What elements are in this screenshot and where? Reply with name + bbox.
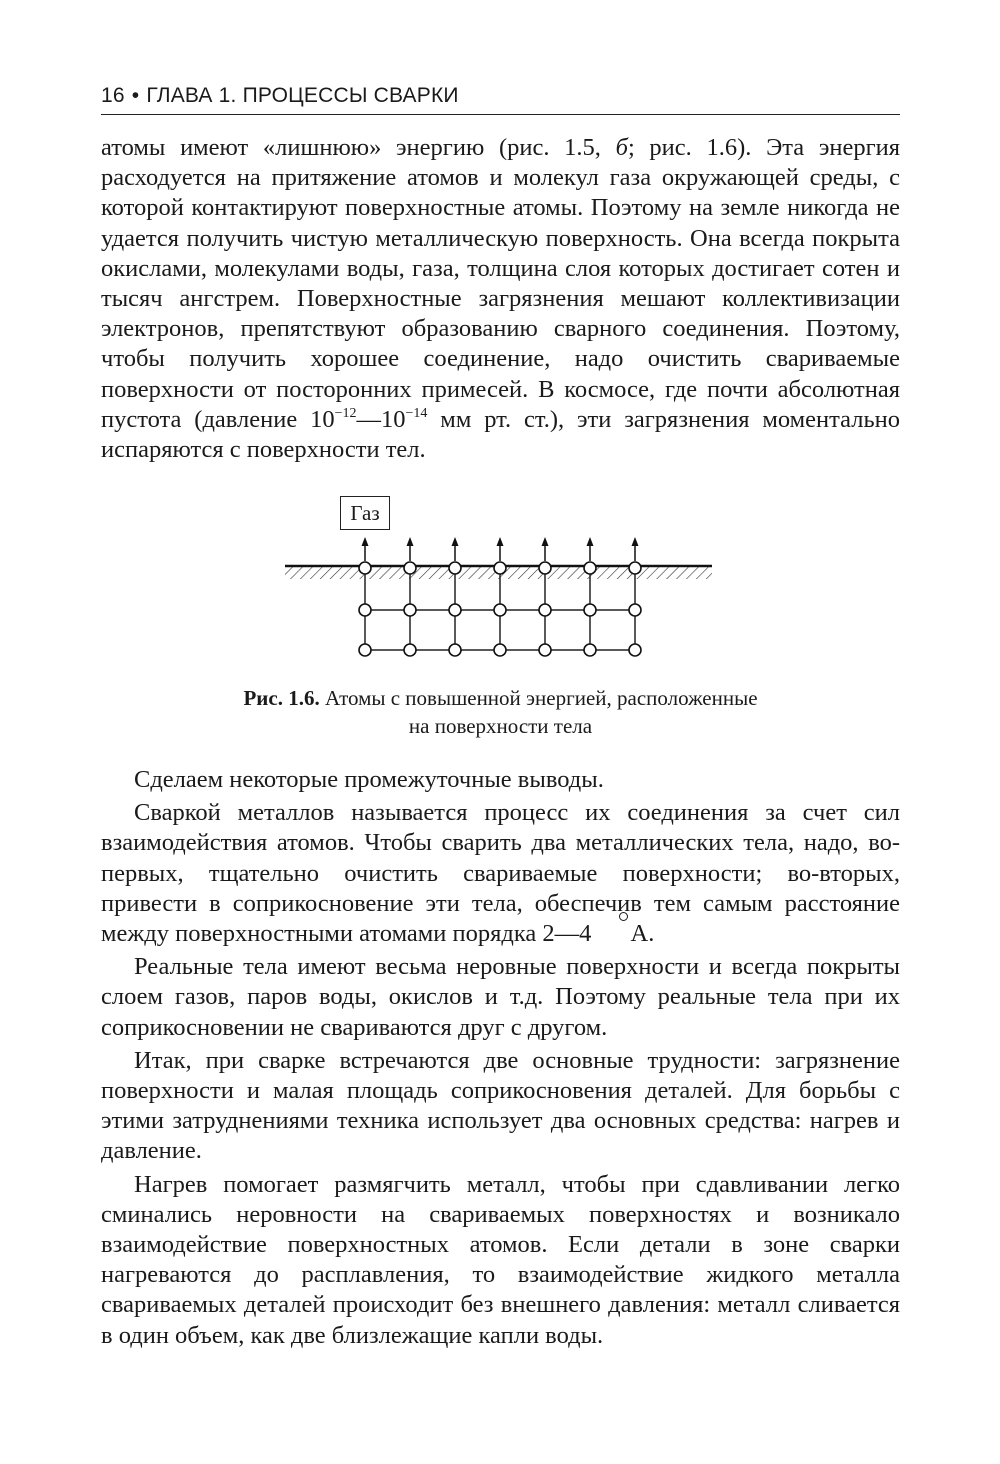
atom [494,644,506,656]
atom [404,644,416,656]
paragraph: Нагрев помогает размягчить металл, чтобы при сдавливании легко сминались неровности на свариваемых поверхностях и возникало взаимодействие поверхностных атомов. Если детали в зоне сварки нагреваются до расплавления, то взаимодействие жидкого металла свариваемых деталей происходит без внешнего давления: металл сливается в один объем, как две близлежащие капли воды. [101,1170,900,1349]
surface-atom [359,562,371,574]
atom [449,604,461,616]
energy-arrow-head [362,537,369,546]
atom [539,644,551,656]
atom [494,604,506,616]
energy-arrow-head [452,537,459,546]
energy-arrow-head [407,537,414,546]
atom [359,644,371,656]
energy-arrow-head [542,537,549,546]
surface-atom [494,562,506,574]
figure-caption [101,684,900,740]
running-header [101,84,900,115]
figure-atoms-surface [280,490,720,660]
angstrom-symbol: A [598,919,649,949]
caption-line-2: на поверхности тела [408,714,593,738]
page-number: 16 [101,84,125,107]
atom [584,644,596,656]
gas-label-box: Газ [340,496,390,530]
energy-arrow-head [497,537,504,546]
text-block-top [101,133,900,468]
atom [359,604,371,616]
atom [584,604,596,616]
surface-atom [629,562,641,574]
paragraph: Сваркой металлов называется процесс их соединения за счет сил взаимодействия атомов. Чтобы сварить два металлических тела, надо, во-первых, тщательно очистить свариваемые поверхности; во-вторых, привести в соприкосновение эти тела, обеспечив тем самым расстояние между поверхностными атомами порядка 2—4 A. [101,798,900,949]
chapter-title: ГЛАВА 1. ПРОЦЕССЫ СВАРКИ [146,84,459,107]
surface-atom [584,562,596,574]
atom [629,604,641,616]
surface-atom [449,562,461,574]
text-block-bottom [101,765,900,1354]
paragraph: Сделаем некоторые промежуточные выводы. [134,766,604,793]
atom [404,604,416,616]
surface-atom [404,562,416,574]
atom-lattice-diagram [280,490,720,660]
surface-atom [539,562,551,574]
caption-line-1: Атомы с повышенной энергией, расположенные [319,686,758,710]
paragraph: Итак, при сварке встречаются две основные трудности: загрязнение поверхности и малая площадь соприкосновения деталей. Для борьбы с этими затруднениями техника использует два основных средства: нагрев и давление. [101,1046,900,1165]
energy-arrow-head [632,537,639,546]
header-separator: • [131,84,140,107]
energy-arrow-head [587,537,594,546]
paragraph-continued: атомы имеют «лишнюю» энергию (рис. 1.5, б; рис. 1.6). Эта энергия расходуется на притяжение атомов и молекул газа окружающей среды, с которой контактируют поверхностные атомы. Поэтому на земле никогда не удается получить чистую металлическую поверхность. Она всегда покрыта окислами, молекулами воды, газа, толщина слоя которых достигает сотен и тысяч ангстрем. Поверхностные загрязнения мешают коллективизации электронов, препятствуют образованию сварного соединения. Поэтому, чтобы получить хорошее соединение, надо очистить свариваемые поверхности от посторонних примесей. В космосе, где почти абсолютная пустота (давление $10^{-12}—10^{-14}$ мм рт. ст.), эти загрязнения моментально испаряются с поверхности тел. [101,134,901,464]
atom [629,644,641,656]
figure-number: Рис. 1.6. [243,686,320,710]
atom [449,644,461,656]
paragraph: Реальные тела имеют весьма неровные поверхности и всегда покрыты слоем газов, паров воды, окислов и т.д. Поэтому реальные тела при их соприкосновении не свариваются друг с другом. [101,953,900,1041]
atom [539,604,551,616]
